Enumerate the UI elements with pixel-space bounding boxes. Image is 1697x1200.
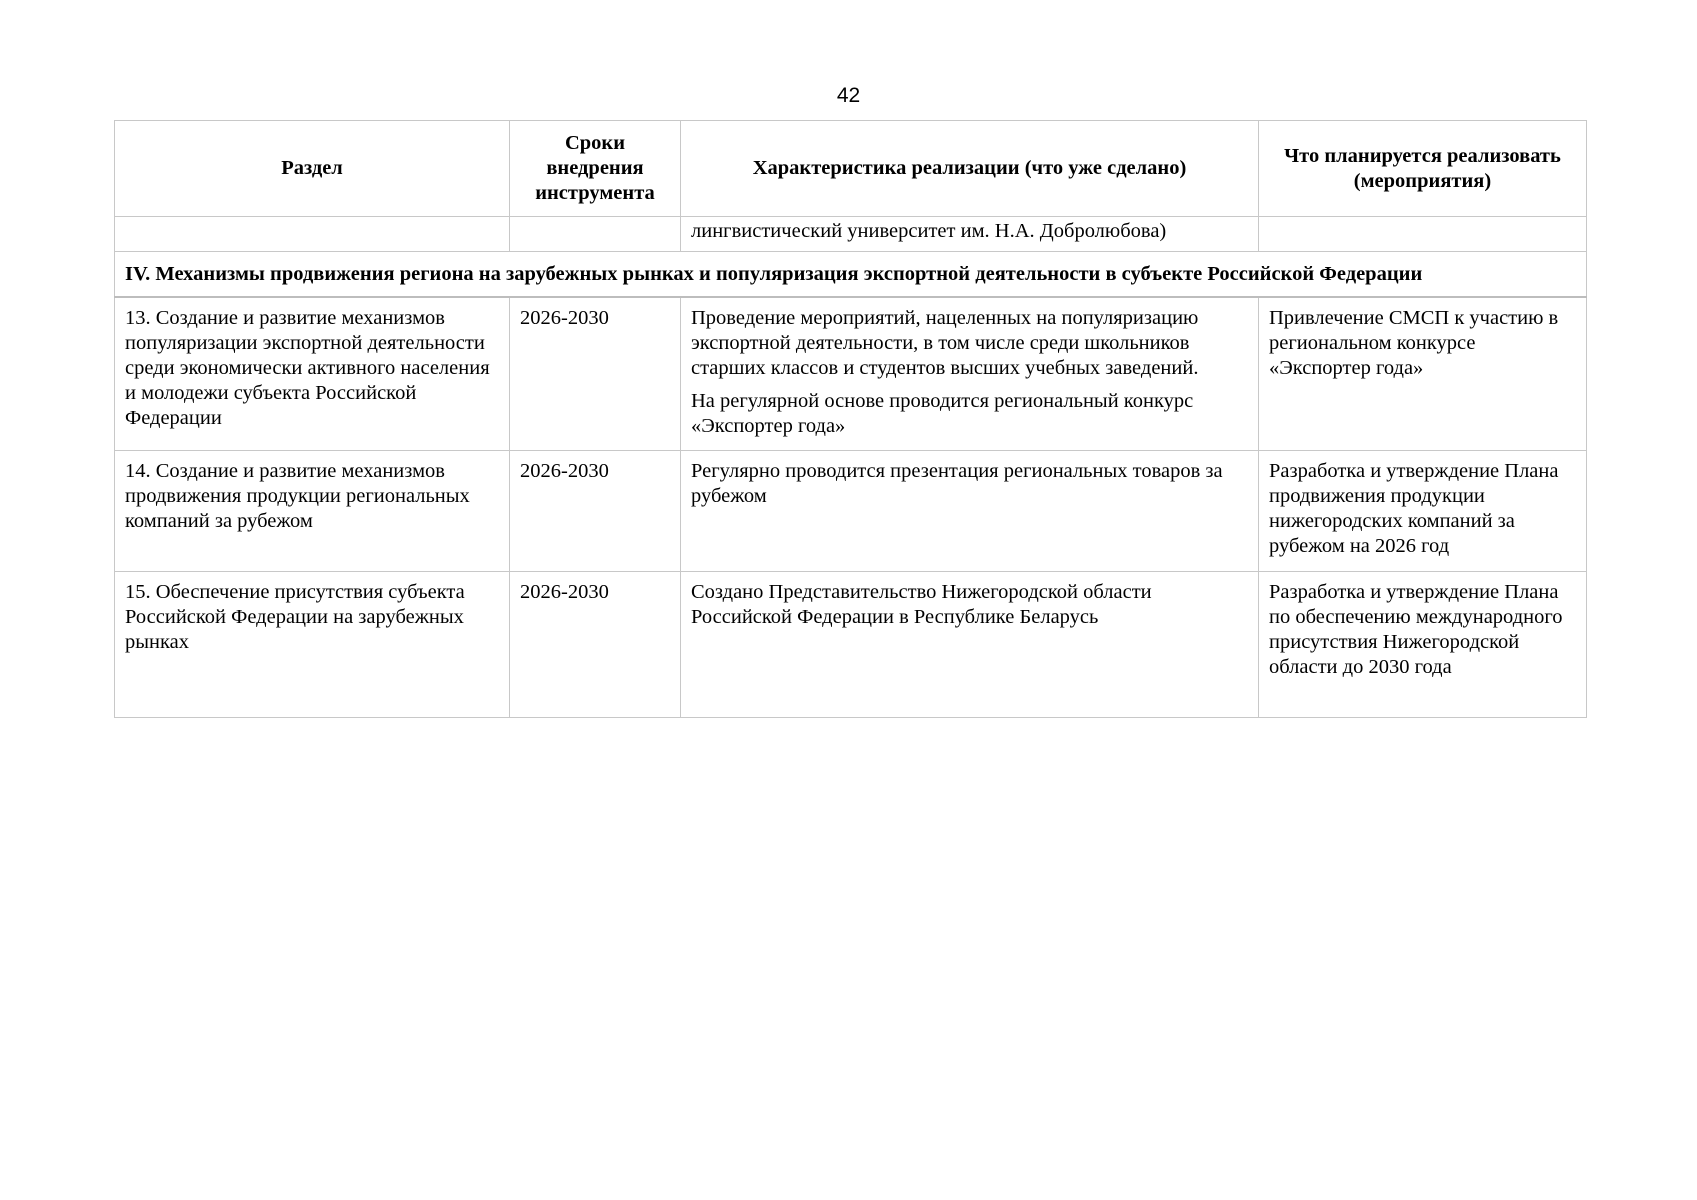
row-done [681, 451, 1259, 572]
table-row [115, 572, 1587, 718]
row-done-paragraph: Регулярно проводится презентация региональных товаров за рубежом [691, 460, 1223, 507]
row-done [681, 297, 1259, 451]
table-row [115, 451, 1587, 572]
continuation-col1 [115, 217, 510, 252]
header-period: Сроки внедрения инструмента [510, 121, 681, 217]
row-period: 2026-2030 [510, 572, 681, 718]
row-section: 15. Обеспечение присутствия субъекта Российской Федерации на зарубежных рынках [115, 572, 510, 718]
row-done [681, 572, 1259, 718]
section-heading-row [115, 252, 1587, 298]
implementation-table [114, 120, 1587, 718]
row-period: 2026-2030 [510, 297, 681, 451]
header-planned: Что планируется реализовать (мероприятия) [1259, 121, 1587, 217]
row-section: 13. Создание и развитие механизмов популяризации экспортной деятельности среди экономически активного населения и молодежи субъекта Российской Федерации [115, 297, 510, 451]
row-section: 14. Создание и развитие механизмов продвижения продукции региональных компаний за рубежом [115, 451, 510, 572]
header-section: Раздел [115, 121, 510, 217]
continuation-row [115, 217, 1587, 252]
row-period: 2026-2030 [510, 451, 681, 572]
table-header-row [115, 121, 1587, 217]
row-done-paragraph: Создано Представительство Нижегородской области Российской Федерации в Республике Беларусь [691, 581, 1152, 628]
continuation-col2 [510, 217, 681, 252]
row-planned: Разработка и утверждение Плана по обеспечению международного присутствия Нижегородской области до 2030 года [1259, 572, 1587, 718]
continuation-col3: лингвистический университет им. Н.А. Добролюбова) [681, 217, 1259, 252]
section-title: IV. Механизмы продвижения региона на зарубежных рынках и популяризация экспортной деятельности в субъекте Российской Федерации [115, 252, 1587, 298]
table-row [115, 297, 1587, 451]
continuation-col4 [1259, 217, 1587, 252]
page-number: 42 [836, 84, 861, 107]
row-done-paragraph: Проведение мероприятий, нацеленных на популяризацию экспортной деятельности, в том числе среди школьников старших классов и студентов высших учебных заведений. [691, 307, 1199, 379]
row-planned: Разработка и утверждение Плана продвижения продукции нижегородских компаний за рубежом на 2026 год [1259, 451, 1587, 572]
header-done: Характеристика реализации (что уже сделано) [681, 121, 1259, 217]
row-planned: Привлечение СМСП к участию в региональном конкурсе «Экспортер года» [1259, 297, 1587, 451]
row-done-paragraph: На регулярной основе проводится региональный конкурс «Экспортер года» [691, 390, 1194, 437]
